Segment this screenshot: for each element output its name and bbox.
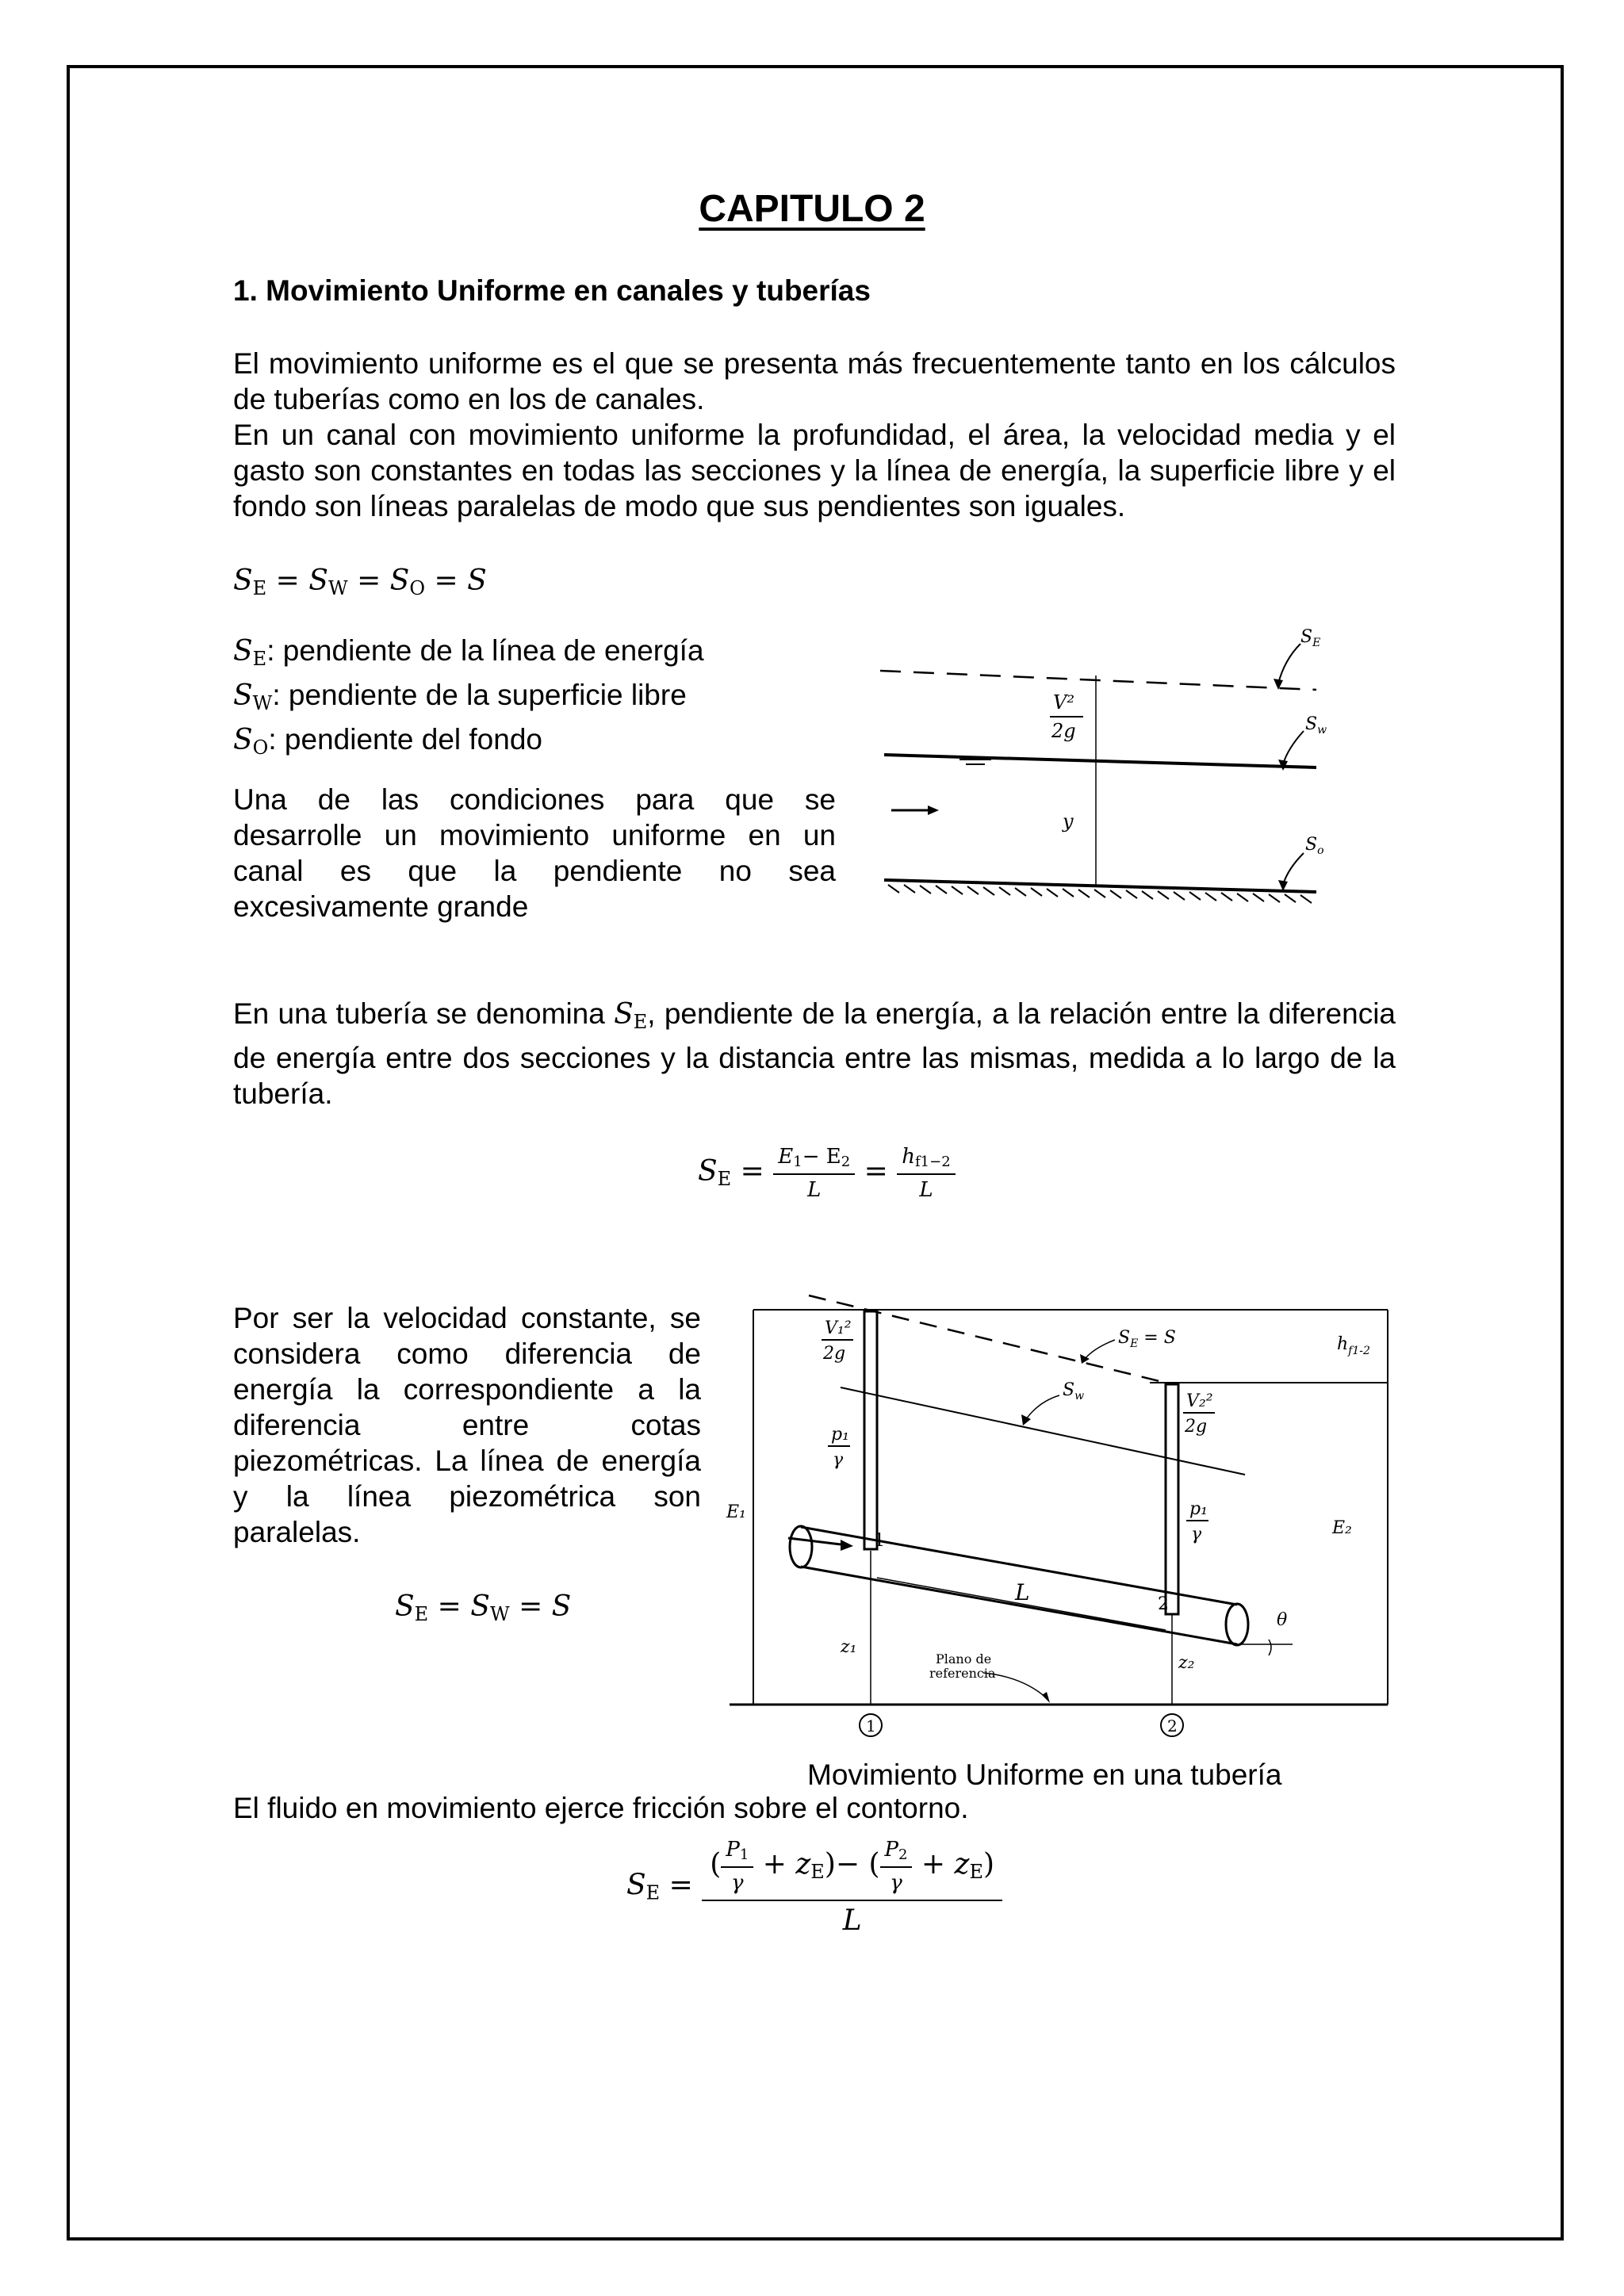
- paragraph-condition: Una de las condiciones para que se desarrolle un movimiento uniforme en un canal es que la pendiente no sea excesivamente grande: [233, 783, 836, 923]
- piezometer-tube-2: [1166, 1384, 1178, 1614]
- theta-arc: [1269, 1640, 1271, 1655]
- channel-flow-diagram: [872, 618, 1332, 928]
- label-fig2-sw: $S_w$: [1063, 1380, 1085, 1402]
- paragraph-tuberia: En una tubería se denomina $S_E$, pendiente de la energía, a la relación entre la diferencia de energía entre dos secciones y la distancia entre las mismas, medida a lo largo de la tubería.: [233, 997, 1396, 1110]
- fig2-p1-right-denominator: γ: [1191, 1525, 1202, 1544]
- leader-se: [1278, 644, 1300, 683]
- fig2-p1-right-numerator: p₁: [1189, 1499, 1208, 1519]
- leader-fig2-sw-head: [1021, 1414, 1031, 1425]
- piezometer-tube-1: [864, 1311, 877, 1549]
- fig2-p1-left-numerator: p₁: [831, 1425, 849, 1445]
- pipe-energy-line: [809, 1295, 1166, 1383]
- water-surface-line: [884, 755, 1316, 767]
- label-L: L: [1015, 1579, 1030, 1605]
- label-sw: $S_w$: [1305, 714, 1327, 737]
- leader-fig2-sw: [1026, 1395, 1059, 1419]
- fig2-v1-numerator: V₁²: [825, 1318, 852, 1338]
- section-heading: 1. Movimiento Uniforme en canales y tuberías: [233, 274, 871, 307]
- label-so: $S_o$: [1305, 835, 1324, 857]
- label-z1: z₁: [841, 1637, 857, 1657]
- section-2-label: 2: [1158, 1594, 1169, 1614]
- fig2-v2-denominator: 2g: [1185, 1417, 1208, 1437]
- datum-leader-head: [1042, 1692, 1050, 1703]
- label-theta: θ: [1277, 1610, 1288, 1630]
- flow-arrow-head: [928, 806, 939, 815]
- label-e2: E₂: [1332, 1518, 1352, 1538]
- definition-so: $S_O$: pendiente del fondo: [233, 723, 542, 759]
- datum-label-line1: Plano de: [936, 1651, 992, 1667]
- fig2-v1-denominator: 2g: [823, 1344, 846, 1364]
- section-1-label: 1: [874, 1531, 885, 1551]
- velocity-head-denominator: 2g: [1051, 720, 1076, 742]
- label-se-eq-s: $S_E = S$: [1118, 1328, 1176, 1350]
- label-e1: E₁: [726, 1502, 746, 1522]
- pipe-flow-arrow-head: [841, 1540, 853, 1551]
- pipe-inlet-end: [790, 1526, 812, 1567]
- equation-friction-slope: $S_E$ = ( $\frac{P_1}{\gamma}$ + $z_E)-$ ( $\frac{P_2}{\gamma}$ + $z_E$) L: [626, 1838, 1002, 1937]
- definition-se: $S_E$: pendiente de la línea de energía: [233, 634, 704, 670]
- channel-bed-line: [884, 880, 1316, 892]
- equation-energy-slope: $S_E$ = $\frac{E_1- E_2}{L}$ = $\frac{h_{f1-2}}{L}$: [698, 1145, 956, 1202]
- definition-sw: $S_W$: pendiente de la superficie libre: [233, 679, 687, 714]
- fig2-p1-left-denominator: γ: [833, 1450, 844, 1470]
- figure-caption: Movimiento Uniforme en una tubería: [807, 1758, 1282, 1791]
- pipe-flow-diagram: [722, 1276, 1396, 1752]
- energy-line: [880, 671, 1316, 690]
- paragraph-intro-line1: El movimiento uniforme es el que se presenta más frecuentemente tanto en los cálculos de tuberías como en los de canales.: [233, 347, 1396, 415]
- pipe-flow-arrow: [788, 1538, 841, 1544]
- datum-label-line2: referencia: [929, 1666, 996, 1681]
- leader-sw: [1283, 731, 1304, 764]
- pipe-outlet-end: [1226, 1604, 1248, 1645]
- label-se: $S_E$: [1300, 627, 1321, 649]
- equation-slopes: $S_E = S_W = S_O = S$: [233, 564, 487, 599]
- leader-se-eq-s: [1085, 1340, 1115, 1359]
- paragraph-velocidad: Por ser la velocidad constante, se considera como diferencia de energía la correspondiente a la diferencia entre cotas piezométricas. La línea de energía y la línea piezométrica son paralelas.: [233, 1302, 701, 1548]
- label-z2: z₂: [1178, 1653, 1195, 1673]
- paragraph-friccion: El fluido en movimiento ejerce fricción sobre el contorno.: [233, 1792, 969, 1824]
- chapter-title: CAPITULO 2: [699, 188, 925, 230]
- definitions-list: [233, 633, 788, 766]
- leader-so: [1283, 853, 1304, 885]
- fig2-v2-numerator: V₂²: [1186, 1391, 1213, 1411]
- equation-se-sw: $S_E = S_W = S$: [395, 1590, 572, 1625]
- depth-label: y: [1063, 810, 1074, 832]
- paragraph-intro-line2: En un canal con movimiento uniforme la profundidad, el área, la velocidad media y el gasto son constantes en todas las secciones y la línea de energía, la superficie libre y el fondo son líneas paralelas de modo que sus pendientes son iguales.: [233, 419, 1396, 522]
- velocity-head-numerator: V²: [1053, 691, 1074, 714]
- section-2-marker-text: 2: [1167, 1716, 1178, 1735]
- paragraph-intro: [233, 346, 1396, 524]
- label-hf: $h_{f1-2}$: [1337, 1334, 1370, 1357]
- section-1-marker-text: 1: [866, 1716, 876, 1735]
